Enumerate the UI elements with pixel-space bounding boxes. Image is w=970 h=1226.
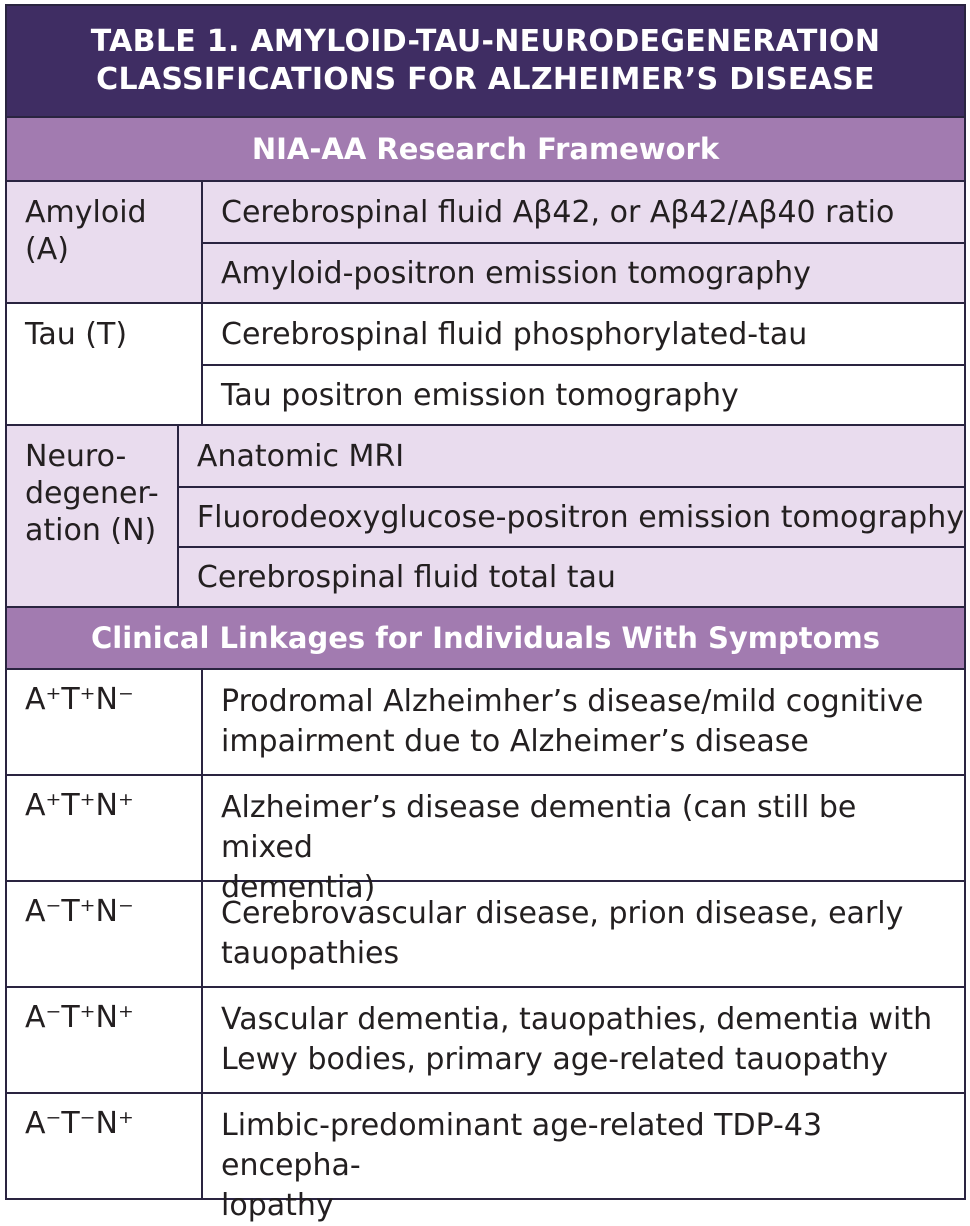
description-line: lopathy: [221, 1188, 334, 1223]
neuro-item-csf-total-tau: Cerebrospinal fluid total tau: [179, 546, 964, 606]
classification-table: [5, 4, 966, 1223]
neurodegeneration-label: [7, 426, 179, 606]
framework-heading: NIA-AA Research Framework: [7, 118, 964, 182]
table-title-line-2: CLASSIFICATIONS FOR ALZHEIMER’S DISEASE: [96, 62, 875, 97]
description-line: Limbic-predominant age-related TDP-43 encepha-: [221, 1108, 823, 1183]
atn-description: [203, 988, 964, 1092]
table-title: [7, 6, 964, 118]
description-line: Prodromal Alzheimher’s disease/mild cognitive: [221, 684, 924, 719]
description-line: Alzheimer’s disease dementia (can still be mixed: [221, 790, 857, 865]
amyloid-item-csf: Cerebrospinal fluid Aβ42, or Aβ42/Aβ40 ratio: [221, 194, 895, 230]
atn-description: [203, 670, 964, 774]
neuro-item-fdg-pet: Fluorodeoxyglucose-positron emission tomography: [179, 486, 964, 546]
tau-item-pet: Tau positron emission tomography: [203, 364, 964, 424]
amyloid-label-line: (A): [25, 232, 69, 267]
description-line: tauopathies: [221, 936, 400, 971]
atn-description: [203, 776, 964, 905]
tau-item-csf: Cerebrospinal fluid phosphorylated-tau: [221, 316, 808, 352]
neuro-item-mri: Anatomic MRI: [196, 438, 405, 474]
atn-code: A⁻T⁻N⁺: [7, 1094, 203, 1198]
table-row: [7, 1094, 964, 1223]
clinical-heading: Clinical Linkages for Individuals With Symptoms: [7, 608, 964, 670]
amyloid-items: [203, 182, 964, 302]
table-row: [7, 882, 964, 988]
tau-group: [7, 304, 964, 426]
amyloid-item-pet: Amyloid-positron emission tomography: [203, 242, 964, 302]
description-line: impairment due to Alzheimer’s disease: [221, 724, 809, 759]
atn-code: A⁻T⁺N⁺: [7, 988, 203, 1092]
atn-description: [203, 882, 964, 986]
amyloid-label: [7, 182, 203, 302]
neurodegeneration-items: [179, 426, 964, 606]
description-line: Lewy bodies, primary age-related tauopathy: [221, 1042, 889, 1077]
description-line: Vascular dementia, tauopathies, dementia with: [221, 1002, 933, 1037]
neurodegeneration-label-line: ation (N): [25, 513, 157, 548]
description-line: dementia): [221, 870, 376, 905]
neurodegeneration-group: [7, 426, 964, 608]
table-row: [7, 670, 964, 776]
neurodegeneration-label-line: Neuro-: [25, 439, 127, 474]
table-row: [7, 988, 964, 1094]
tau-items: [203, 304, 964, 424]
table-title-line-1: TABLE 1. AMYLOID-TAU-NEURODEGENERATION: [90, 24, 881, 59]
table-row: [7, 776, 964, 905]
tau-label: [7, 304, 203, 424]
tau-label-line: Tau (T): [25, 317, 128, 352]
amyloid-label-line: Amyloid: [25, 195, 147, 230]
atn-code: A⁺T⁺N⁺: [7, 776, 203, 880]
neurodegeneration-label-line: degener-: [25, 476, 159, 511]
amyloid-group: [7, 182, 964, 304]
atn-code: A⁻T⁺N⁻: [7, 882, 203, 986]
atn-code: A⁺T⁺N⁻: [7, 670, 203, 774]
description-line: Cerebrovascular disease, prion disease, early: [221, 896, 904, 931]
atn-description: [203, 1094, 964, 1223]
